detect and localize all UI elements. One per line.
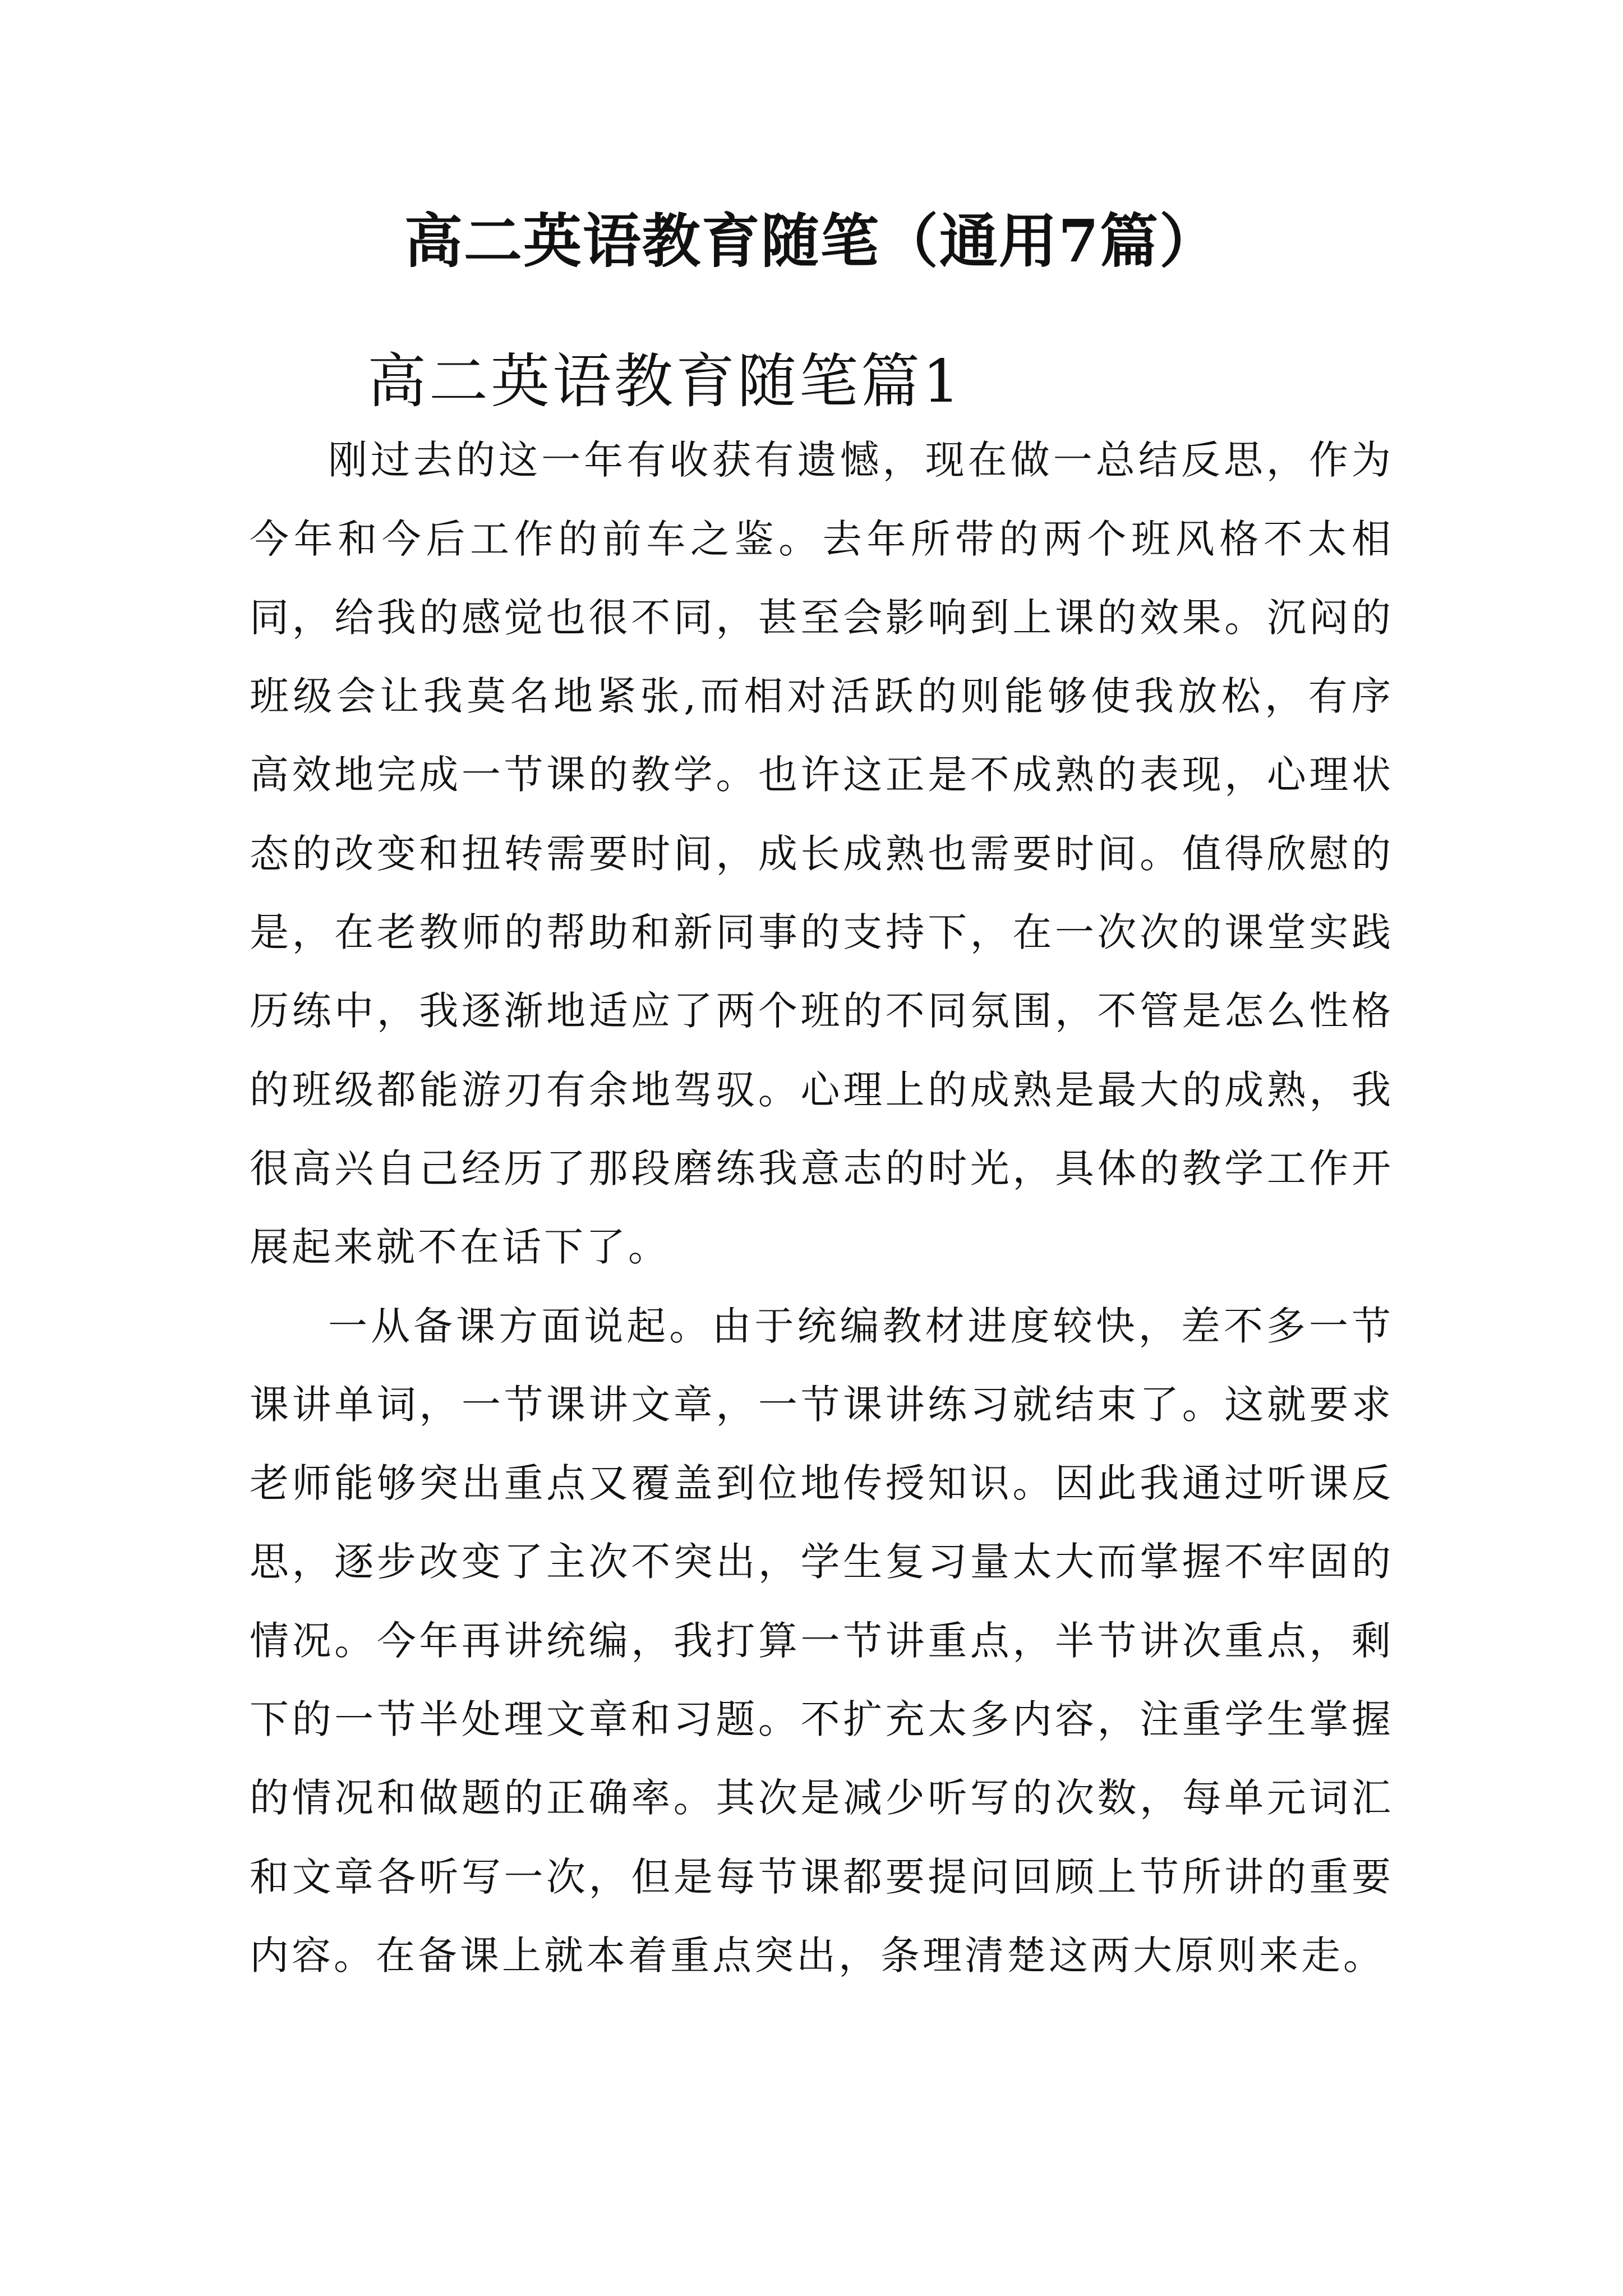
body-paragraph: 刚过去的这一年有收获有遗憾，现在做一总结反思，作为今年和今后工作的前车之鉴。去年所带的两个班风格不太相同，给我的感觉也很不同，甚至会影响到上课的效果。沉闷的班级会让我莫名地紧张,而相对活跃的则能够使我放松，有序高效地完成一节课的教学。也许这正是不成熟的表现，心理状态的改变和扭转需要时间，成长成熟也需要时间。值得欣慰的是，在老教师的帮助和新同事的支持下，在一次次的课堂实践历练中，我逐渐地适应了两个班的不同氛围，不管是怎么性格的班级都能游刃有余地驾驭。心理上的成熟是最大的成熟，我很高兴自己经历了那段磨练我意志的时光，具体的教学工作开展起来就不在话下了。 [250,437,1394,1271]
section-heading: 高二英语教育随笔篇1 [367,347,963,416]
document-title: 高二英语教育随笔（通用7篇） [404,206,1219,275]
document-body [250,342,1394,1995]
body-paragraph: 一从备课方面说起。由于统编教材进度较快，差不多一节课讲单词，一节课讲文章，一节课讲练习就结束了。这就要求老师能够突出重点又覆盖到位地传授知识。因此我通过听课反思，逐步改变了主次不突出，学生复习量太大而掌握不牢固的情况。今年再讲统编，我打算一节讲重点，半节讲次重点，剩下的一节半处理文章和习题。不扩充太多内容，注重学生掌握的情况和做题的正确率。其次是减少听写的次数，每单元词汇和文章各听写一次，但是每节课都要提问回顾上节所讲的重要内容。在备课上就本着重点突出，条理清楚这两大原则来走。 [250,1303,1394,1978]
